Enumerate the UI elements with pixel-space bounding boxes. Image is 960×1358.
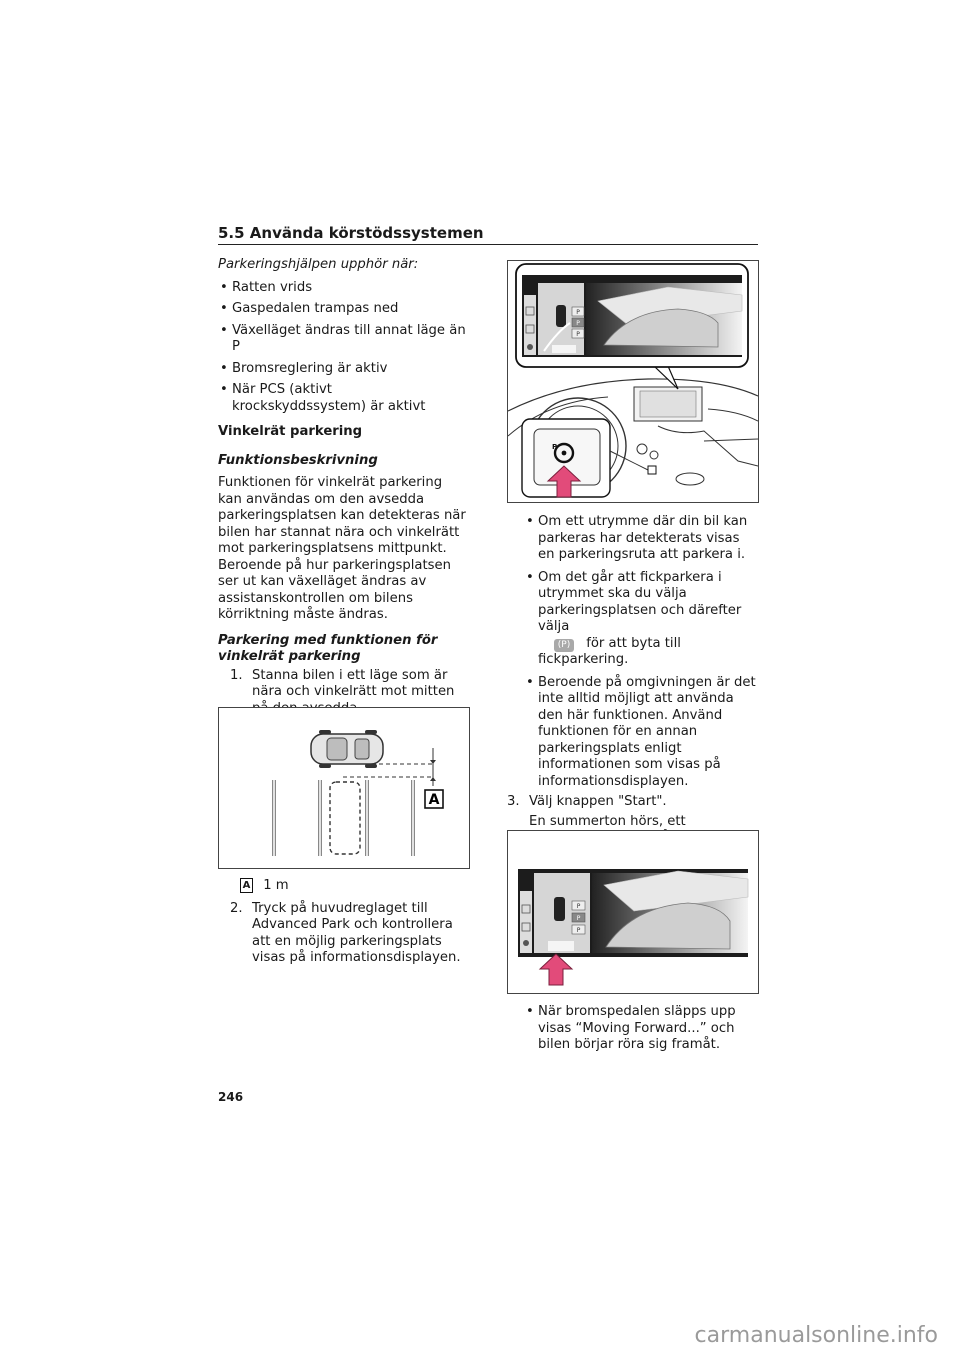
right-bullet-4: • När bromspedalen släpps upp visas “Moving Forward...” och bilen börjar röra sig framåt. (524, 1004, 759, 1054)
button-p-glyph: P (552, 443, 558, 451)
step-3-detail: En summerton hörs, ett (529, 813, 686, 829)
step-number: 3. (507, 794, 520, 809)
step-number: 2. (230, 900, 243, 916)
stop-item: • Gaspedalen trampas ned (218, 301, 470, 318)
parking-diagram-svg (219, 708, 469, 868)
fig-label-a: A (428, 792, 440, 808)
start-button-display (548, 941, 574, 951)
page-number: 246 (218, 1090, 244, 1104)
display-p-5: P (576, 915, 581, 922)
right-bullet-3: • Beroende på omgivningen är det inte alltid möjligt att använda den här funktionen. Använd funktionen för en annan parkeringsplats enligt informationen som visas på informationsdisplayen. (524, 675, 759, 791)
display-p-3: P (576, 331, 580, 338)
car-top-view (311, 730, 383, 768)
stop-item: • Bromsreglering är aktiv (218, 361, 470, 378)
right-bullet-2 (524, 570, 759, 669)
dashboard-svg (508, 261, 758, 502)
pocket-park-icon: (P) (554, 639, 574, 652)
step-number: 1. (230, 667, 243, 683)
watermark: carmanualsonline.info (694, 1323, 938, 1348)
right-column (507, 514, 759, 880)
dashboard-figure (507, 260, 759, 503)
right-column-lower (507, 1004, 759, 1054)
heading-perpendicular: Vinkelrät parkering (218, 424, 363, 439)
step-2 (230, 901, 470, 967)
parking-diagram (218, 707, 470, 869)
legend-label: A (240, 878, 253, 893)
function-text: Funktionen för vinkelrät parkering kan användas om den avsedda parkeringsplatsen kan detekteras när bilen har stannat nära och vinkelrätt mot parkeringsplatsens mittpunkt. Beroende på hur parkeringsplatsen ser ut kan växelläget ändras av assistanskontrollen om bilens körriktning måste ändras. (218, 475, 466, 622)
legend-text: 1 m (263, 878, 289, 893)
step-text: Välj knappen "Start". (529, 794, 667, 809)
step-3 (507, 794, 759, 811)
section-title: 5.5 Använda körstödssystemen (218, 224, 484, 242)
step-text: Tryck på huvudreglaget till Advanced Park och kontrollera att en möjlig parkeringsplats visas på informationsdisplayen. (252, 900, 461, 965)
left-column-lower (218, 878, 470, 967)
heading-function: Funktionsbeskrivning (218, 452, 378, 468)
start-screen-figure (507, 830, 759, 994)
display-p-4: P (576, 903, 581, 910)
step-text: Stanna bilen i ett läge som är nära och vinkelrätt mot mitten (252, 667, 455, 699)
legend (218, 878, 470, 895)
stop-item: • Växelläget ändras till annat läge än P (218, 323, 470, 356)
display-p-1: P (576, 309, 580, 316)
display-p-2: P (576, 320, 580, 327)
right-bullet-1: • Om ett utrymme där din bil kan parkeras har detekterats visas en parkeringsruta att parkera i. (524, 514, 759, 564)
left-column (218, 257, 470, 734)
heading-parking-with: Parkering med funktionen för vinkelrät parkering (218, 632, 438, 664)
stop-item: • Ratten vrids (218, 280, 470, 297)
stops-intro: Parkeringshjälpen upphör när: (218, 257, 419, 272)
bullet2-text-b: för att byta till fickparkering. (538, 635, 681, 667)
stop-item: • När PCS (aktivt krockskyddssystem) är aktivt (218, 382, 470, 415)
section-rule (218, 244, 758, 245)
bullet2-text-a: Om det går att fickparkera i utrymmet ska du välja parkeringsplatsen och därefter välja (538, 569, 742, 634)
start-screen-svg (508, 831, 758, 993)
display-p-6: P (576, 927, 581, 934)
